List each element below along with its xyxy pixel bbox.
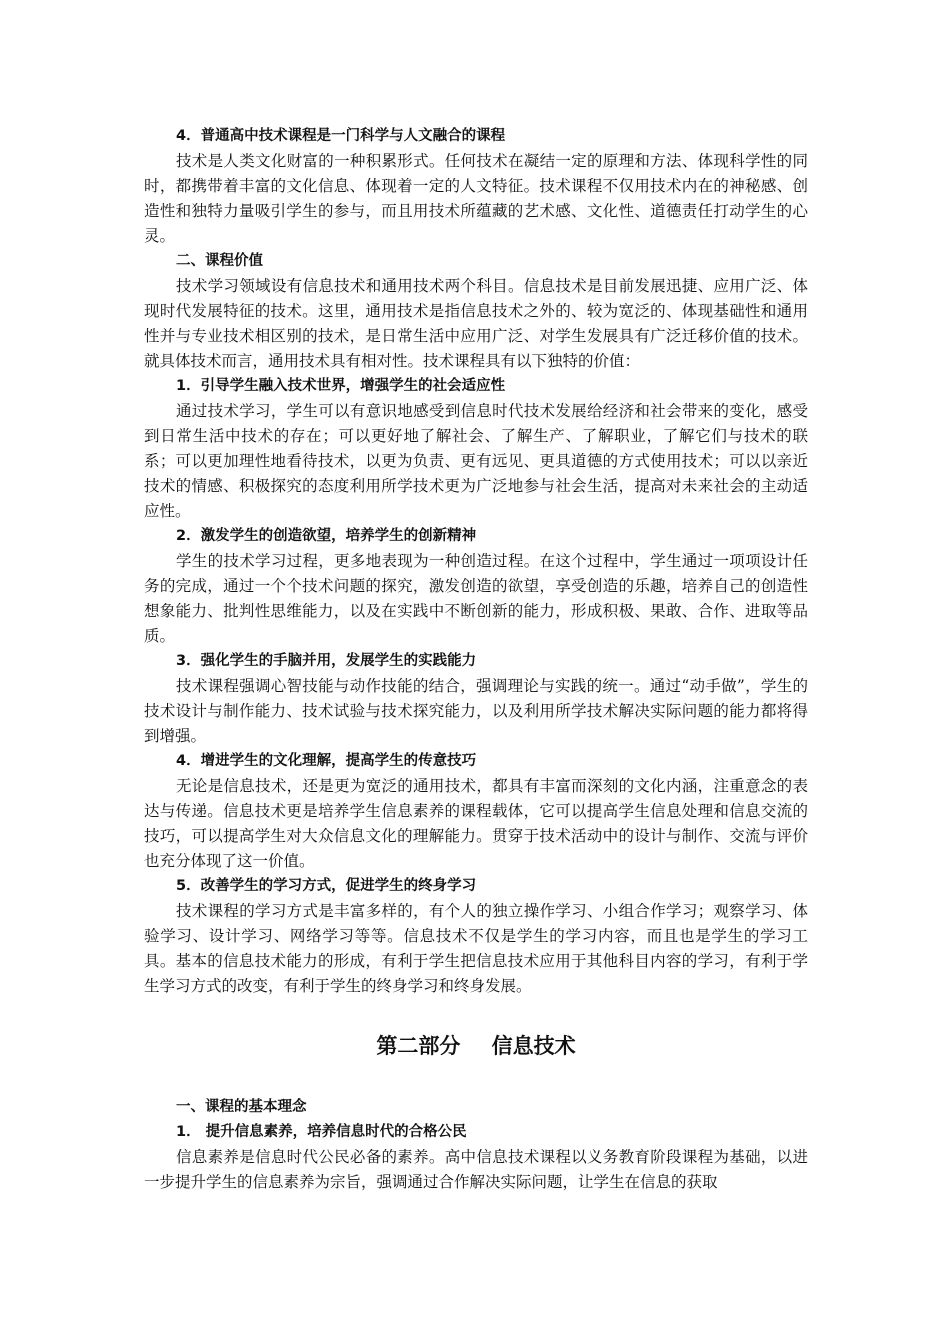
section-heading: 4．增进学生的文化理解，提高学生的传意技巧 xyxy=(176,753,477,769)
section-information-technology xyxy=(144,1095,808,1195)
body-paragraph: 通过技术学习，学生可以有意识地感受到信息时代技术发展给经济和社会带来的变化，感受到日常生活中技术的存在；可以更好地了解社会、了解生产、了解职业，了解它们与技术的联系；可以更加理性地看待技术，以更为负责、更有远见、更具道德的方式使用技术；可以以亲近技术的情感、积极探究的态度利用所学技术更为广泛地参与社会生活，提高对未来社会的主动适应性。 xyxy=(144,402,808,520)
body-paragraph: 技术课程强调心智技能与动作技能的结合，强调理论与实践的统一。通过“动手做”，学生的技术设计与制作能力、技术试验与技术探究能力，以及利用所学技术解决实际问题的能力都将得到增强。 xyxy=(144,677,808,745)
section-heading: 4．普通高中技术课程是一门科学与人文融合的课程 xyxy=(176,128,506,144)
section-heading: 2．激发学生的创造欲望，培养学生的创新精神 xyxy=(176,528,477,544)
document-page xyxy=(144,124,808,1195)
body-paragraph: 无论是信息技术，还是更为宽泛的通用技术，都具有丰富而深刻的文化内涵，注重意念的表达与传递。信息技术更是培养学生信息素养的课程载体，它可以提高学生信息处理和信息交流的技巧，可以提高学生对大众信息文化的理解能力。贯穿于技术活动中的设计与制作、交流与评价也充分体现了这一价值。 xyxy=(144,777,808,870)
body-paragraph: 信息素养是信息时代公民必备的素养。高中信息技术课程以义务教育阶段课程为基础，以进一步提升学生的信息素养为宗旨，强调通过合作解决实际问题，让学生在信息的获取 xyxy=(144,1148,808,1191)
body-paragraph: 技术课程的学习方式是丰富多样的，有个人的独立操作学习、小组合作学习；观察学习、体验学习、设计学习、网络学习等等。信息技术不仅是学生的学习内容，而且也是学生的学习工具。基本的信息技术能力的形成，有利于学生把信息技术应用于其他科目内容的学习，有利于学生学习方式的改变，有利于学生的终身学习和终身发展。 xyxy=(144,902,808,995)
section-heading: 1． 提升信息素养，培养信息时代的合格公民 xyxy=(176,1124,467,1140)
section-heading: 5．改善学生的学习方式，促进学生的终身学习 xyxy=(176,878,477,894)
section-curriculum-values xyxy=(144,124,808,999)
part-title: 第二部分 信息技术 xyxy=(376,1034,576,1058)
section-heading: 3．强化学生的手脑并用，发展学生的实践能力 xyxy=(176,653,477,669)
section-heading: 二、课程价值 xyxy=(176,253,263,269)
section-heading: 一、课程的基本理念 xyxy=(176,1099,307,1115)
body-paragraph: 技术是人类文化财富的一种积累形式。任何技术在凝结一定的原理和方法、体现科学性的同时，都携带着丰富的文化信息、体现着一定的人文特征。技术课程不仅用技术内在的神秘感、创造性和独特力量吸引学生的参与，而且用技术所蕴藏的艺术感、文化性、道德责任打动学生的心灵。 xyxy=(144,152,808,245)
body-paragraph: 技术学习领域设有信息技术和通用技术两个科目。信息技术是目前发展迅捷、应用广泛、体现时代发展特征的技术。这里，通用技术是指信息技术之外的、较为宽泛的、体现基础性和通用性并与专业技术相区别的技术，是日常生活中应用广泛、对学生发展具有广泛迁移价值的技术。就具体技术而言，通用技术具有相对性。技术课程具有以下独特的价值： xyxy=(144,277,808,370)
body-paragraph: 学生的技术学习过程，更多地表现为一种创造过程。在这个过程中，学生通过一项项设计任务的完成，通过一个个技术问题的探究，激发创造的欲望，享受创造的乐趣，培养自己的创造性想象能力、批判性思维能力，以及在实践中不断创新的能力，形成积极、果敢、合作、进取等品质。 xyxy=(144,552,808,645)
section-heading: 1．引导学生融入技术世界，增强学生的社会适应性 xyxy=(176,378,506,394)
